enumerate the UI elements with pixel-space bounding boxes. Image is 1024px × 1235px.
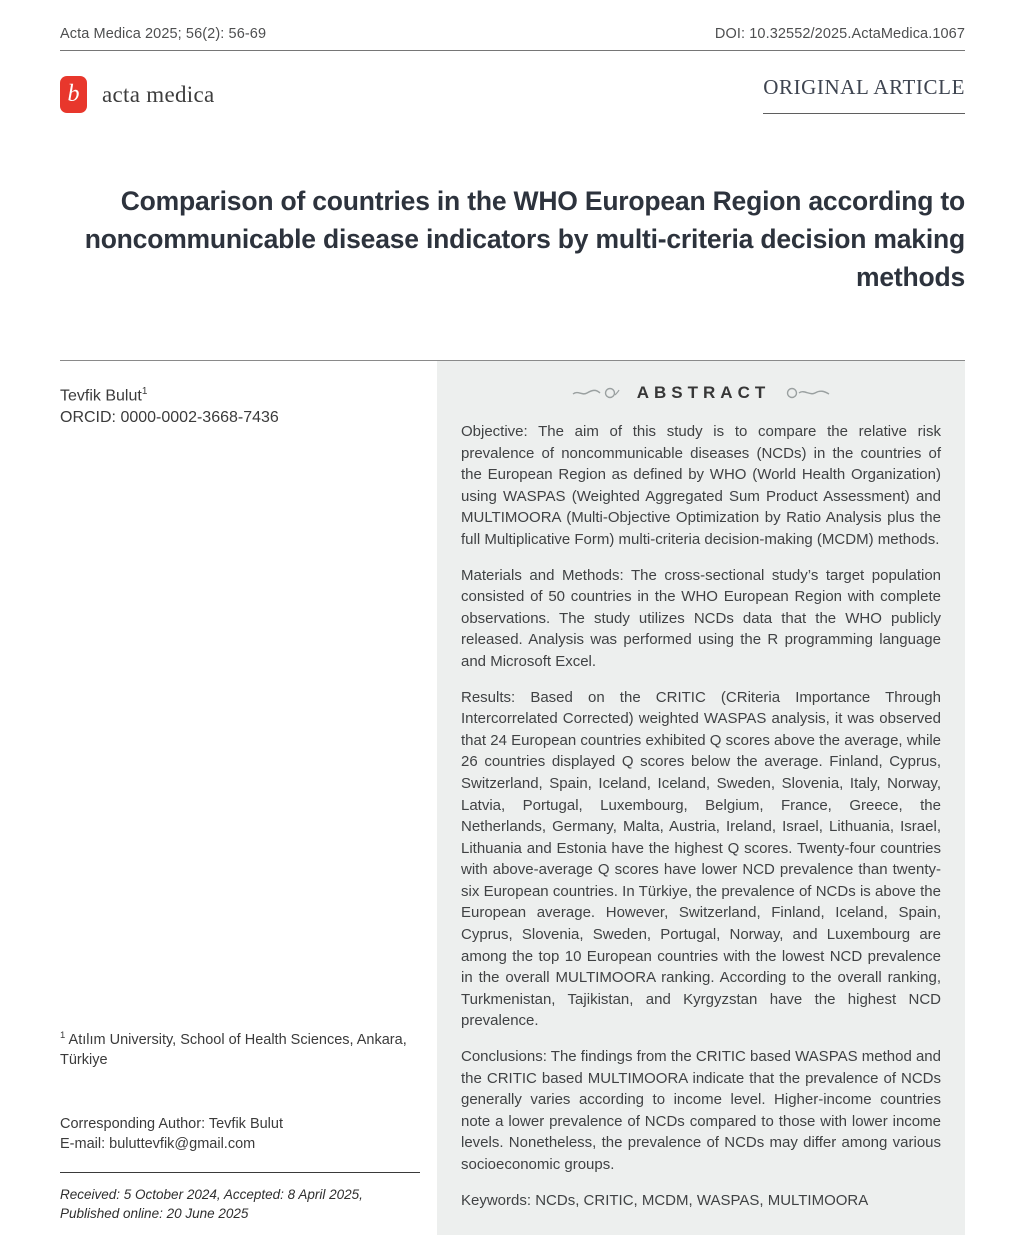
abstract-keywords: Keywords: NCDs, CRITIC, MCDM, WASPAS, MULTIMOORA bbox=[461, 1191, 869, 1209]
journal-name: acta medica bbox=[102, 81, 215, 107]
main-section bbox=[60, 360, 965, 1235]
ornament-right-icon bbox=[782, 386, 830, 400]
header-doi: DOI: 10.32552/2025.ActaMedica.1067 bbox=[714, 26, 965, 42]
author-superscript: 1 bbox=[141, 386, 148, 397]
affiliation-marker: 1 bbox=[60, 1030, 66, 1042]
abstract-paragraph-objective: Objective: The aim of this study is to compare the relative risk prevalence of noncommunicable diseases (NCDs) in the countries of the European Region as defined by WHO (World Health Organization) using WASPAS (Weighted Aggregated Sum Product Assessment) and MULTIMOORA (Multi-Objective Optimization by Ratio Analysis plus the full Multiplicative Form) multi-criteria decision-making (MCDM) methods. bbox=[461, 423, 941, 548]
author-column bbox=[60, 361, 420, 1223]
author-orcid: ORCID: 0000-0002-3668-7436 bbox=[60, 409, 279, 427]
abstract-heading bbox=[461, 383, 941, 403]
received-dates bbox=[60, 1185, 420, 1223]
published-line: Published online: 20 June 2025 bbox=[60, 1206, 249, 1221]
author-email: E-mail: buluttevfik@gmail.com bbox=[60, 1136, 256, 1152]
article-title: Comparison of countries in the WHO European Region according to noncommunicable disease indicators by multi-criteria decision making methods bbox=[84, 186, 965, 292]
received-line: Received: 5 October 2024, Accepted: 8 April 2025, bbox=[60, 1187, 363, 1202]
abstract-heading-text: ABSTRACT bbox=[636, 383, 771, 402]
page-header bbox=[60, 26, 965, 51]
affiliation bbox=[60, 1026, 420, 1070]
abstract-paragraph-methods: Materials and Methods: The cross-sectional study’s target population consisted of 50 countries in the WHO European Region with complete observations. The study utilizes NCDs data that the WHO publicly released. Analysis was performed using the R programming language and Microsoft Excel. bbox=[461, 566, 941, 670]
corresponding-block bbox=[60, 1114, 420, 1154]
affiliation-text: Atılım University, School of Health Sciences, Ankara, Türkiye bbox=[60, 1032, 407, 1068]
author-footer-block bbox=[60, 1026, 420, 1223]
dates-divider bbox=[60, 1172, 420, 1173]
author-name: Tevfik Bulut bbox=[60, 387, 142, 405]
article-type-label: ORIGINAL ARTICLE bbox=[763, 75, 965, 114]
logo-glyph: b bbox=[67, 80, 80, 107]
journal-brand bbox=[60, 76, 214, 113]
author-name-line bbox=[60, 381, 420, 407]
journal-logo-icon bbox=[60, 76, 87, 113]
ornament-left-icon bbox=[572, 386, 620, 400]
corresponding-author: Corresponding Author: Tevfik Bulut bbox=[60, 1116, 284, 1132]
brand-row bbox=[60, 75, 965, 114]
abstract-panel bbox=[437, 361, 965, 1235]
author-block bbox=[60, 381, 420, 429]
abstract-paragraph-conclusions: Conclusions: The findings from the CRITIC based WASPAS method and the CRITIC based MULTIMOORA indicate that the prevalence of NCDs generally varies according to income level. Higher-income countries note a lower prevalence of NCDs compared to those with lower income levels. Nonetheless, the prevalence of NCDs may differ among various socioeconomic groups. bbox=[461, 1048, 941, 1173]
header-citation: Acta Medica 2025; 56(2): 56-69 bbox=[60, 26, 267, 42]
abstract-paragraph-results: Results: Based on the CRITIC (CRiteria Importance Through Intercorrelated Corrected) weighted WASPAS analysis, it was observed that 24 European countries exhibited Q scores above the average, while 26 countries displayed Q scores below the average. Finland, Cyprus, Switzerland, Spain, Iceland, Iceland, Sweden, Slovenia, Italy, Norway, Latvia, Portugal, Luxembourg, Belgium, France, Greece, the Netherlands, Germany, Malta, Austria, Ireland, Israel, Lithuania, Israel, Lithuania and Estonia have the highest Q scores. Twenty-four countries with above-average Q scores have lower NCD prevalence than twenty-six European countries. In Türkiye, the prevalence of NCDs is above the European average. However, Switzerland, Finland, Iceland, Spain, Cyprus, Slovenia, Sweden, Portugal, Norway, and Luxembourg are among the top 10 European countries with the lowest NCD prevalence in the overall MULTIMOORA ranking. According to the overall ranking, Turkmenistan, Tajikistan, and Kyrgyzstan have the highest NCD prevalence. bbox=[461, 688, 941, 1030]
